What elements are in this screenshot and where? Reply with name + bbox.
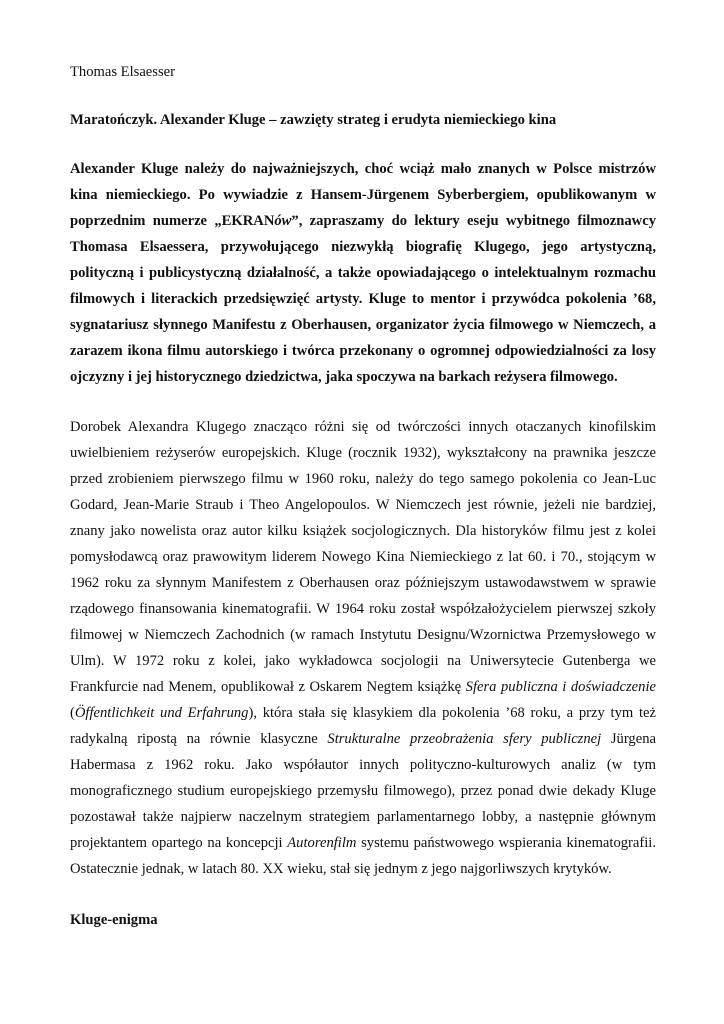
body-text-segment: ( bbox=[70, 705, 75, 721]
body-paragraph bbox=[70, 414, 656, 882]
section-heading: Kluge-enigma bbox=[70, 912, 158, 928]
body-text-segment: systemu państwowego wspierania kinematografii. Ostatecznie jednak, w latach 80. XX wieku, stał się jednym z jego najgorliwszych krytyków. bbox=[70, 835, 657, 877]
lead-text-italic: ów bbox=[274, 213, 292, 229]
article-title: Maratończyk. Alexander Kluge – zawzięty strateg i erudyta niemieckiego kina bbox=[70, 112, 557, 128]
body-text-segment: Dorobek Alexandra Klugego znacząco różni się od twórczości innych otaczanych kinofilskim uwielbieniem reżyserów europejskich. Kluge (rocznik 1932), wykształcony na prawnika jeszcze przed zrobieniem pierwszego filmu w 1960 roku, należy do tego samego pokolenia co Jean-Luc Godard, Jean-Marie Straub i Theo Angelopoulos. W Niemczech jest równie, jeżeli nie bardziej, znany jako nowelista oraz autor kilku książek socjologicznych. Dla historyków filmu jest z kolei pomysłodawcą oraz prawowitym liderem Nowego Kina Niemieckiego z lat 60. i 70., stojącym w 1962 roku za słynnym Manifestem z Oberhausen oraz późniejszym ustawodawstwem w sprawie rządowego finansowania kinematografii. W 1964 roku został współzałożycielem pierwszej szkoły filmowej w Niemczech Zachodnich (w ramach Instytutu Designu/Wzornictwa Przemysłowego w Ulm). W 1972 roku z kolei, jako wykładowca socjologii na Uniwersytecie Gutenberga we Frankfurcie nad Menem, opublikował z Oskarem Negtem książkę bbox=[70, 419, 656, 695]
body-text-segment: ), która stała się klasykiem dla pokolenia ’68 roku, a przy tym też radykalną ripostą na równie klasyczne bbox=[70, 705, 656, 747]
lead-text-part1: Alexander Kluge należy do najważniejszych, choć wciąż mało znanych w Polsce mistrzów kina niemieckiego. Po wywiadzie z Hansem-Jürgenem Syberbergiem, opublikowanym w poprzednim numerze „EKRAN bbox=[70, 161, 656, 229]
document-page bbox=[70, 60, 656, 932]
author-name: Thomas Elsaesser bbox=[70, 64, 175, 80]
lead-text-part2: ”, zapraszamy do lektury eseju wybitnego filmoznawcy Thomasa Elsaessera, przywołującego niezwykłą biografię Klugego, jego artystyczną, polityczną i publicystyczną działalność, a także opowiadającego o intelektualnym rozmachu filmowych i literackich przedsięwzięć artysty. Kluge to mentor i przywódca pokolenia ’68, sygnatariusz słynnego Manifestu z Oberhausen, organizator życia filmowego w Niemczech, a zarazem ikona filmu autorskiego i twórca przekonany o ogromnej odpowiedzialności za losy ojczyzny i jej historycznego dziedzictwa, jaka spoczywa na barkach reżysera filmowego. bbox=[70, 213, 656, 385]
body-text-segment: Jürgena Habermasa z 1962 roku. Jako współautor innych polityczno-kulturowych analiz (w tym monograficznego studium europejskiego przemysłu filmowego), przez ponad dwie dekady Kluge pozostawał także najpierw naczelnym strategiem parlamentarnego lobby, a następnie głównym projektantem opartego na koncepcji bbox=[70, 731, 656, 851]
autorenfilm-italic: Autorenfilm bbox=[287, 835, 357, 851]
book-title-italic: Sfera publiczna i doświadczenie bbox=[465, 679, 656, 695]
book-original-title-italic: Öffentlichkeit und Erfahrung bbox=[74, 705, 249, 721]
habermas-title-italic: Strukturalne przeobrażenia sfery publicznej bbox=[327, 731, 602, 747]
lead-paragraph bbox=[70, 156, 656, 390]
